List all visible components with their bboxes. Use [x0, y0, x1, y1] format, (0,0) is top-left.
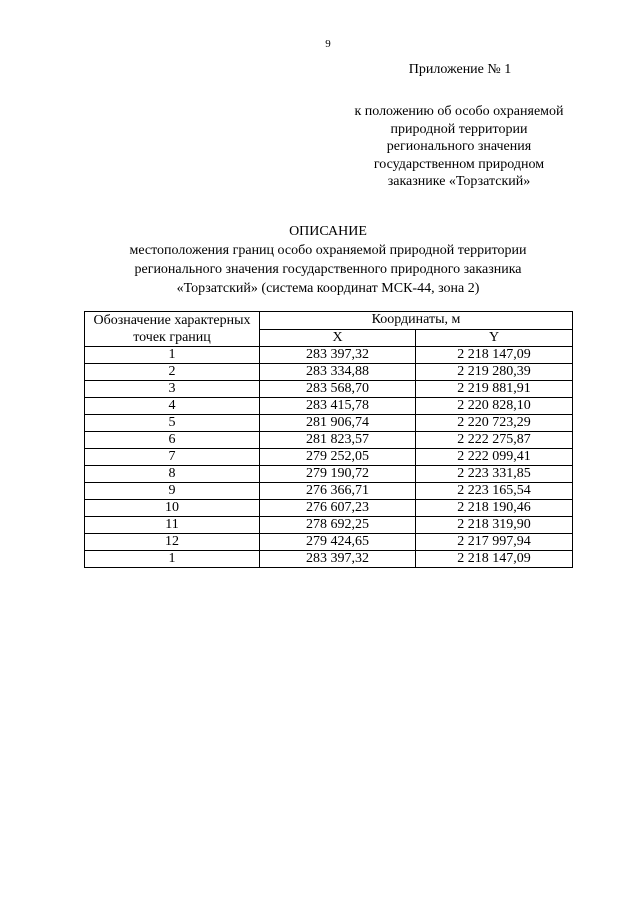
table-body: [85, 347, 573, 568]
document-title: ОПИСАНИЕ: [289, 224, 367, 239]
table-row: [85, 347, 573, 364]
point-cell: 11: [85, 517, 260, 534]
point-header-line: точек границ: [133, 330, 211, 345]
y-coordinate-cell: 2 218 319,90: [416, 517, 573, 534]
x-coordinate-cell: 276 366,71: [260, 483, 416, 500]
y-coordinate-cell: 2 218 147,09: [416, 551, 573, 568]
appendix-subtitle-line: к положению об особо охраняемой: [354, 104, 564, 119]
y-coordinate-cell: 2 220 723,29: [416, 415, 573, 432]
y-coordinate-cell: 2 217 997,94: [416, 534, 573, 551]
appendix-subtitle-line: государственном природном: [373, 156, 545, 172]
point-cell: 1: [85, 347, 260, 364]
y-coordinate-cell: 2 219 280,39: [416, 364, 573, 381]
x-coordinate-cell: 283 415,78: [260, 398, 416, 415]
point-cell: 5: [85, 415, 260, 432]
x-coordinate-cell: 283 397,32: [260, 347, 416, 364]
y-coordinate-cell: 2 220 828,10: [416, 398, 573, 415]
point-cell: 6: [85, 432, 260, 449]
point-cell: 12: [85, 534, 260, 551]
x-coordinate-cell: 281 823,57: [260, 432, 416, 449]
table-row: [85, 398, 573, 415]
table-row: [85, 449, 573, 466]
x-coordinate-cell: 281 906,74: [260, 415, 416, 432]
document-heading-line: регионального значения государственного природного заказника: [134, 262, 522, 277]
point-cell: 10: [85, 500, 260, 517]
point-cell: 1: [85, 551, 260, 568]
table-row: [85, 500, 573, 517]
x-coordinate-cell: 276 607,23: [260, 500, 416, 517]
point-cell: 8: [85, 466, 260, 483]
point-cell: 7: [85, 449, 260, 466]
table-row: [85, 381, 573, 398]
document-heading-line: «Торзатский» (система координат МСК-44, зона 2): [176, 281, 480, 296]
point-cell: 2: [85, 364, 260, 381]
table-row: [85, 432, 573, 449]
x-column-header: X: [260, 329, 416, 347]
table-row: [85, 534, 573, 551]
x-coordinate-cell: 283 568,70: [260, 381, 416, 398]
x-coordinate-cell: 279 252,05: [260, 449, 416, 466]
y-coordinate-cell: 2 218 190,46: [416, 500, 573, 517]
point-column-header: [85, 312, 260, 347]
point-cell: 4: [85, 398, 260, 415]
table-row: [85, 517, 573, 534]
appendix-title: Приложение № 1: [408, 62, 512, 77]
appendix-subtitle-line: заказнике «Торзатский»: [387, 174, 531, 189]
coordinates-column-header: Координаты, м: [260, 312, 573, 330]
y-column-header: Y: [416, 329, 573, 347]
document-heading-line: местоположения границ особо охраняемой природной территории: [129, 243, 527, 258]
x-coordinate-cell: 283 397,32: [260, 551, 416, 568]
table-row: [85, 466, 573, 483]
document-heading: [60, 222, 596, 298]
y-coordinate-cell: 2 223 331,85: [416, 466, 573, 483]
table-row: [85, 415, 573, 432]
point-cell: 3: [85, 381, 260, 398]
x-coordinate-cell: 279 190,72: [260, 466, 416, 483]
table-row: [85, 483, 573, 500]
x-coordinate-cell: 283 334,88: [260, 364, 416, 381]
table-row: [85, 364, 573, 381]
y-coordinate-cell: 2 222 275,87: [416, 432, 573, 449]
appendix-subtitle-line: регионального значения: [386, 139, 532, 154]
y-coordinate-cell: 2 219 881,91: [416, 381, 573, 398]
table-row: [85, 551, 573, 568]
y-coordinate-cell: 2 223 165,54: [416, 483, 573, 500]
coordinates-table: [84, 311, 573, 568]
appendix-subtitle: [340, 103, 578, 191]
page-number: 9: [325, 38, 331, 50]
point-cell: 9: [85, 483, 260, 500]
appendix-subtitle-line: природной территории: [390, 121, 528, 137]
point-header-line: Обозначение характерных: [93, 313, 251, 328]
y-coordinate-cell: 2 218 147,09: [416, 347, 573, 364]
x-coordinate-cell: 279 424,65: [260, 534, 416, 551]
y-coordinate-cell: 2 222 099,41: [416, 449, 573, 466]
x-coordinate-cell: 278 692,25: [260, 517, 416, 534]
